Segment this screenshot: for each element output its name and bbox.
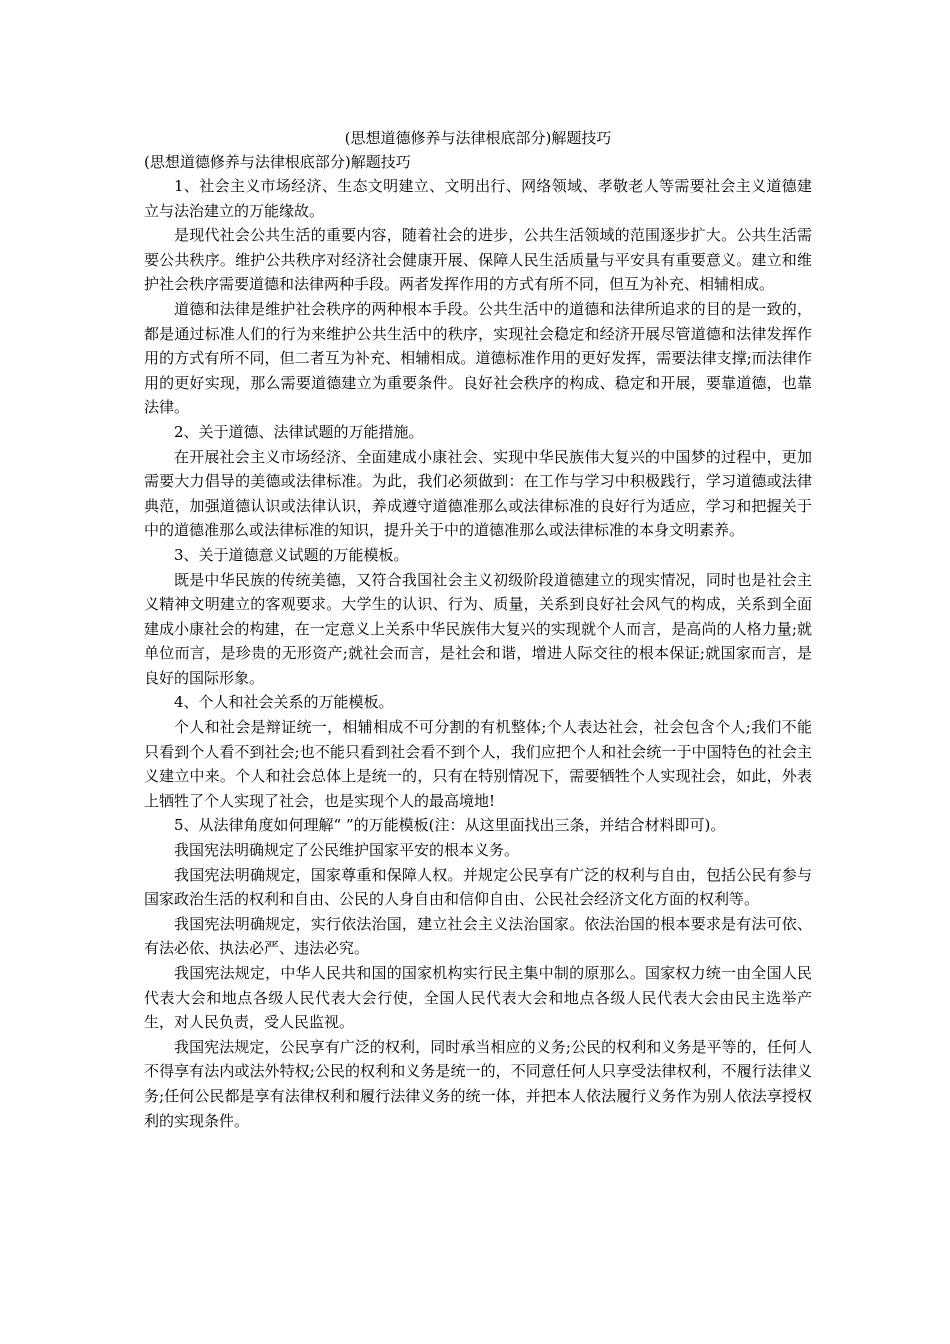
paragraph: 在开展社会主义市场经济、全面建成小康社会、实现中华民族伟大复兴的中国梦的过程中，更加需要大力倡导的美德或法律标准。为此，我们必须做到：在工作与学习中积极践行，学习道德或法律典范，加强道德认识或法律认识，养成遵守道德准那么或法律标准的良好行为适应，学习和把握关于中的道德准那么或法律标准的知识，提升关于中的道德准那么或法律标准的本身文明素养。 xyxy=(144,447,812,540)
section-heading: 4、个人和社会关系的万能模板。 xyxy=(174,693,394,712)
paragraph: 我国宪法明确规定了公民维护国家平安的根本义务。 xyxy=(174,841,520,860)
paragraph: 1、社会主义市场经济、生态文明建立、文明出行、网络领域、孝敬老人等需要社会主义道德建立与法治建立的万能缘故。 xyxy=(144,177,812,220)
document-subtitle: (思想道德修养与法律根底部分)解题技巧 xyxy=(144,153,411,171)
section-heading: 3、关于道德意义试题的万能模板。 xyxy=(174,545,409,564)
paragraph: 我国宪法明确规定，实行依法治国，建立社会主义法治国家。依法治国的根本要求是有法可依、有法必依、执法必严、违法必究。 xyxy=(144,914,812,958)
section-heading: 5、从法律角度如何理解“ ”的万能模板(注：从这里面找出三条，并结合材料即可)。 xyxy=(174,816,726,835)
paragraph: 我国宪法规定，中华人民共和国的国家机构实行民主集中制的原那么。国家权力统一由全国人民代表大会和地点各级人民代表大会行使，全国人民代表大会和地点各级人民代表大会由民主选举产生，对人民负责，受人民监视。 xyxy=(144,964,812,1032)
paragraph: 个人和社会是辩证统一，相辅相成不可分割的有机整体;个人表达社会，社会包含个人;我们不能只看到个人看不到社会;也不能只看到社会看不到个人，我们应把个人和社会统一于中国特色的社会主义建立中来。个人和社会总体上是统一的，只有在特别情况下，需要牺牲个人实现社会，如此，外表上牺牲了个人实现了社会，也是实现个人的最高境地! xyxy=(144,718,812,810)
document-body xyxy=(144,174,812,1133)
document-title: (思想道德修养与法律根底部分)解题技巧 xyxy=(344,129,612,147)
paragraph: 是现代社会公共生活的重要内容，随着社会的进步，公共生活领域的范围逐步扩大。公共生活需要公共秩序。维护公共秩序对经济社会健康开展、保障人民生活质量与平安具有重要意义。建立和维护社会秩序需要道德和法律两种手段。两者发挥作用的方式有所不同，但互为补充、相辅相成。 xyxy=(144,226,812,294)
paragraph: 我国宪法规定，公民享有广泛的权利，同时承当相应的义务;公民的权利和义务是平等的，任何人不得享有法内或法外特权;公民的权利和义务是统一的，不同意任何人只享受法律权利，不履行法律义务;任何公民都是享有法律权利和履行法律义务的统一体，并把本人依法履行义务作为别人依法享授权利的实现条件。 xyxy=(144,1037,812,1130)
paragraph: 我国宪法明确规定，国家尊重和保障人权。并规定公民享有广泛的权利与自由，包括公民有参与国家政治生活的权利和自由、公民的人身自由和信仰自由、公民社会经济文化方面的权利等。 xyxy=(144,865,812,909)
paragraph: 既是中华民族的传统美德，又符合我国社会主义初级阶段道德建立的现实情况，同时也是社会主义精神文明建立的客观要求。大学生的认识、行为、质量，关系到良好社会风气的构成，关系到全面建成小康社会的构建，在一定意义上关系中华民族伟大复兴的实现就个人而言，是高尚的人格力量;就单位而言，是珍贵的无形资产;就社会而言，是社会和谐，增进人际交往的根本保证;就国家而言，是良好的国际形象。 xyxy=(144,570,812,687)
paragraph: 道德和法律是维护社会秩序的两种根本手段。公共生活中的道德和法律所追求的目的是一致的，都是通过标准人们的行为来维护公共生活中的秩序，实现社会稳定和经济开展尽管道德和法律发挥作用的方式有所不同，但二者互为补充、相辅相成。道德标准作用的更好发挥，需要法律支撑;而法律作用的更好实现，那么需要道德建立为重要条件。良好社会秩序的构成、稳定和开展，要靠道德，也靠法律。 xyxy=(144,299,812,417)
section-heading: 2、关于道德、法律试题的万能措施。 xyxy=(174,422,424,441)
document-page xyxy=(144,126,812,1133)
